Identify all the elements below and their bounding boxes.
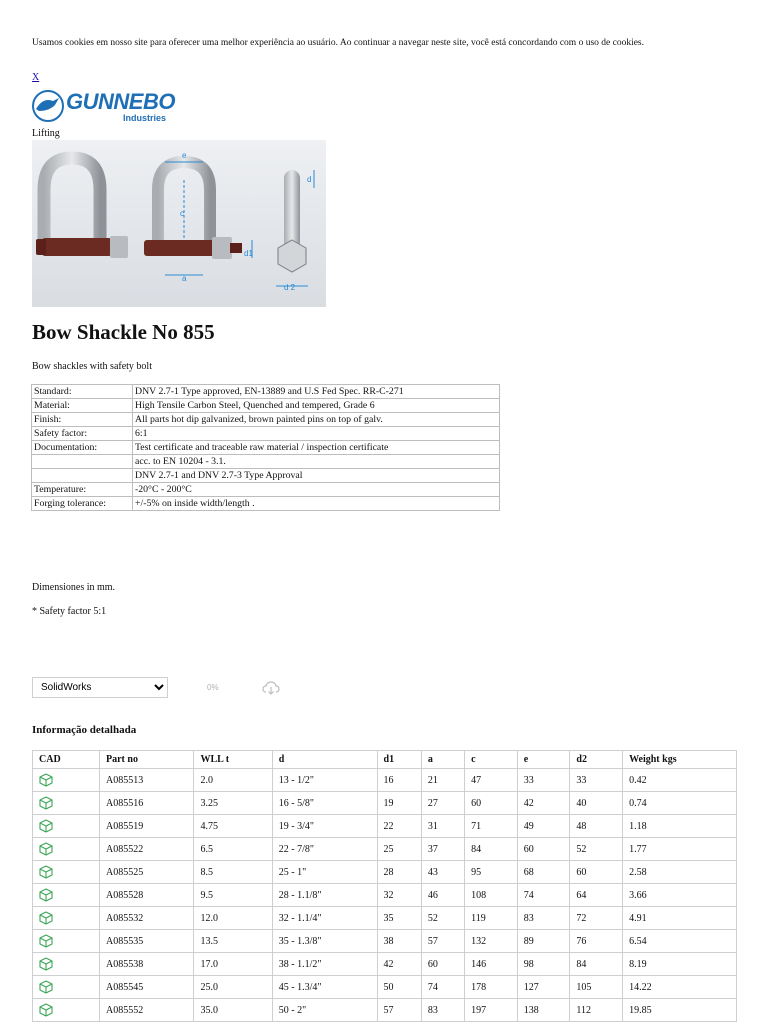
- cell-d2: 64: [570, 884, 623, 907]
- spec-row: [32, 497, 500, 511]
- col-header-part-no: Part no: [100, 751, 194, 769]
- cell-a: 43: [421, 861, 464, 884]
- cell-d2: 72: [570, 907, 623, 930]
- spec-key: Temperature:: [32, 483, 133, 497]
- col-header-cad: CAD: [33, 751, 100, 769]
- cell-e: 49: [517, 815, 570, 838]
- cad-cube-icon: [39, 957, 53, 971]
- cell-weight: 0.42: [623, 769, 737, 792]
- cell-e: 83: [517, 907, 570, 930]
- spec-key: [32, 469, 133, 483]
- cell-weight: 8.19: [623, 953, 737, 976]
- spec-row: [32, 469, 500, 483]
- cell-e: 42: [517, 792, 570, 815]
- cell-d1: 32: [377, 884, 421, 907]
- table-row: [33, 838, 737, 861]
- table-row: [33, 815, 737, 838]
- cell-part-no: A085545: [100, 976, 194, 999]
- col-header-c: c: [465, 751, 518, 769]
- cell-d: 13 - 1/2": [272, 769, 377, 792]
- product-image: [32, 140, 326, 307]
- parts-table-body: [33, 769, 737, 1022]
- cell-c: 132: [465, 930, 518, 953]
- col-header-wll: WLL t: [194, 751, 272, 769]
- cell-cad[interactable]: [33, 792, 100, 815]
- cell-wll: 13.5: [194, 930, 272, 953]
- col-header-weight: Weight kgs: [623, 751, 737, 769]
- cell-a: 21: [421, 769, 464, 792]
- spec-key: Forging tolerance:: [32, 497, 133, 511]
- col-header-e: e: [517, 751, 570, 769]
- spec-value: 6:1: [133, 427, 500, 441]
- cell-d2: 84: [570, 953, 623, 976]
- col-header-d: d: [272, 751, 377, 769]
- cell-part-no: A085519: [100, 815, 194, 838]
- cell-d: 38 - 1.1/2": [272, 953, 377, 976]
- cad-cube-icon: [39, 819, 53, 833]
- cad-cube-icon: [39, 888, 53, 902]
- cell-wll: 6.5: [194, 838, 272, 861]
- cell-d: 25 - 1": [272, 861, 377, 884]
- table-row: [33, 792, 737, 815]
- cad-cube-icon: [39, 911, 53, 925]
- cell-wll: 3.25: [194, 792, 272, 815]
- cell-c: 197: [465, 999, 518, 1022]
- cell-e: 127: [517, 976, 570, 999]
- cell-d: 22 - 7/8": [272, 838, 377, 861]
- gunnebo-logo[interactable]: [31, 89, 181, 125]
- cell-d1: 16: [377, 769, 421, 792]
- cell-wll: 25.0: [194, 976, 272, 999]
- spec-row: [32, 427, 500, 441]
- cell-part-no: A085528: [100, 884, 194, 907]
- cell-a: 46: [421, 884, 464, 907]
- cell-c: 95: [465, 861, 518, 884]
- cell-c: 119: [465, 907, 518, 930]
- logo-subtitle: Industries: [123, 113, 167, 123]
- cad-cube-icon: [39, 980, 53, 994]
- cad-cube-icon: [39, 865, 53, 879]
- cell-d: 16 - 5/8": [272, 792, 377, 815]
- cell-d2: 105: [570, 976, 623, 999]
- category-label: Lifting: [32, 128, 60, 139]
- spec-value: Test certificate and traceable raw material / inspection certificate: [133, 441, 500, 455]
- dimension-label-a: a: [182, 274, 187, 283]
- cell-c: 71: [465, 815, 518, 838]
- cell-d2: 76: [570, 930, 623, 953]
- dimensions-note: Dimensiones in mm.: [32, 582, 116, 593]
- cell-c: 146: [465, 953, 518, 976]
- cell-weight: 1.18: [623, 815, 737, 838]
- cell-part-no: A085513: [100, 769, 194, 792]
- cell-e: 89: [517, 930, 570, 953]
- cell-wll: 9.5: [194, 884, 272, 907]
- cell-cad[interactable]: [33, 815, 100, 838]
- cell-wll: 2.0: [194, 769, 272, 792]
- cell-weight: 4.91: [623, 907, 737, 930]
- dimension-label-c: c: [180, 209, 184, 218]
- cell-cad[interactable]: [33, 953, 100, 976]
- spec-row: [32, 385, 500, 399]
- cell-d2: 40: [570, 792, 623, 815]
- spec-value: All parts hot dip galvanized, brown painted pins on top of galv.: [133, 413, 500, 427]
- cell-weight: 1.77: [623, 838, 737, 861]
- cell-cad[interactable]: [33, 838, 100, 861]
- cell-cad[interactable]: [33, 999, 100, 1022]
- cell-a: 83: [421, 999, 464, 1022]
- spec-value: acc. to EN 10204 - 3.1.: [133, 455, 500, 469]
- cell-d1: 42: [377, 953, 421, 976]
- detail-heading: Informação detalhada: [32, 724, 137, 736]
- cookie-message: Usamos cookies em nosso site para oferecer uma melhor experiência ao usuário. Ao continuar a navegar neste site, você está concordando com o uso de cookies.: [32, 38, 645, 48]
- cell-weight: 14.22: [623, 976, 737, 999]
- cell-a: 60: [421, 953, 464, 976]
- spec-key: Safety factor:: [32, 427, 133, 441]
- table-row: [33, 930, 737, 953]
- cad-cube-icon: [39, 796, 53, 810]
- product-subtitle: Bow shackles with safety bolt: [32, 361, 152, 372]
- cell-a: 37: [421, 838, 464, 861]
- cell-part-no: A085516: [100, 792, 194, 815]
- cell-a: 31: [421, 815, 464, 838]
- table-row: [33, 884, 737, 907]
- cell-d1: 35: [377, 907, 421, 930]
- cell-weight: 3.66: [623, 884, 737, 907]
- spec-table: [31, 384, 500, 511]
- cell-d2: 112: [570, 999, 623, 1022]
- cell-weight: 2.58: [623, 861, 737, 884]
- cell-cad[interactable]: [33, 884, 100, 907]
- cell-d2: 48: [570, 815, 623, 838]
- cell-d1: 57: [377, 999, 421, 1022]
- cad-cube-icon: [39, 773, 53, 787]
- spec-value: DNV 2.7-1 and DNV 2.7-3 Type Approval: [133, 469, 500, 483]
- cell-d: 28 - 1.1/8": [272, 884, 377, 907]
- table-row: [33, 953, 737, 976]
- cell-d1: 25: [377, 838, 421, 861]
- spec-row: [32, 399, 500, 413]
- gunnebo-emblem-icon: [31, 89, 65, 123]
- cell-e: 98: [517, 953, 570, 976]
- download-progress: 0%: [207, 683, 219, 692]
- table-row: [33, 861, 737, 884]
- cell-d2: 52: [570, 838, 623, 861]
- cell-d: 45 - 1.3/4": [272, 976, 377, 999]
- spec-key: Standard:: [32, 385, 133, 399]
- cell-d1: 19: [377, 792, 421, 815]
- logo-wordmark: GUNNEBO: [66, 89, 175, 114]
- cad-cube-icon: [39, 842, 53, 856]
- cell-e: 33: [517, 769, 570, 792]
- spec-key: [32, 455, 133, 469]
- cell-d1: 38: [377, 930, 421, 953]
- dimension-label-d2: d 2: [284, 283, 296, 292]
- cell-wll: 12.0: [194, 907, 272, 930]
- cell-part-no: A085525: [100, 861, 194, 884]
- cookie-close-link[interactable]: X: [32, 72, 40, 83]
- cad-cube-icon: [39, 934, 53, 948]
- cell-part-no: A085532: [100, 907, 194, 930]
- cell-part-no: A085522: [100, 838, 194, 861]
- cell-cad[interactable]: [33, 907, 100, 930]
- col-header-d1: d1: [377, 751, 421, 769]
- cell-c: 84: [465, 838, 518, 861]
- cell-e: 74: [517, 884, 570, 907]
- cell-part-no: A085535: [100, 930, 194, 953]
- cell-d2: 60: [570, 861, 623, 884]
- cell-e: 60: [517, 838, 570, 861]
- cell-a: 52: [421, 907, 464, 930]
- product-title: Bow Shackle No 855: [32, 320, 215, 344]
- cell-cad[interactable]: [33, 769, 100, 792]
- spec-value: +/-5% on inside width/length .: [133, 497, 500, 511]
- cloud-download-icon[interactable]: [262, 680, 280, 696]
- spec-value: High Tensile Carbon Steel, Quenched and tempered, Grade 6: [133, 399, 500, 413]
- table-row: [33, 769, 737, 792]
- cell-wll: 35.0: [194, 999, 272, 1022]
- spec-value: DNV 2.7-1 Type approved, EN-13889 and U.S Fed Spec. RR-C-271: [133, 385, 500, 399]
- cell-c: 108: [465, 884, 518, 907]
- cell-d1: 28: [377, 861, 421, 884]
- cell-d: 19 - 3/4": [272, 815, 377, 838]
- cell-wll: 4.75: [194, 815, 272, 838]
- safety-note: * Safety factor 5:1: [32, 606, 107, 617]
- spec-key: Finish:: [32, 413, 133, 427]
- cad-cube-icon: [39, 1003, 53, 1017]
- cell-part-no: A085552: [100, 999, 194, 1022]
- cell-a: 27: [421, 792, 464, 815]
- cell-d1: 50: [377, 976, 421, 999]
- cell-a: 57: [421, 930, 464, 953]
- cell-e: 68: [517, 861, 570, 884]
- spec-row: [32, 455, 500, 469]
- spec-key: Documentation:: [32, 441, 133, 455]
- cell-c: 47: [465, 769, 518, 792]
- cad-format-select[interactable]: [32, 677, 168, 698]
- cell-a: 74: [421, 976, 464, 999]
- cell-c: 60: [465, 792, 518, 815]
- cell-cad[interactable]: [33, 930, 100, 953]
- cell-d: 35 - 1.3/8": [272, 930, 377, 953]
- parts-header-row: [33, 751, 737, 769]
- col-header-d2: d2: [570, 751, 623, 769]
- cell-cad[interactable]: [33, 861, 100, 884]
- dimension-label-d: d: [307, 175, 312, 184]
- cell-wll: 8.5: [194, 861, 272, 884]
- cell-d: 32 - 1.1/4": [272, 907, 377, 930]
- cell-c: 178: [465, 976, 518, 999]
- cell-cad[interactable]: [33, 976, 100, 999]
- cell-e: 138: [517, 999, 570, 1022]
- col-header-a: a: [421, 751, 464, 769]
- parts-table: [32, 750, 737, 1022]
- spec-row: [32, 413, 500, 427]
- table-row: [33, 976, 737, 999]
- cell-weight: 0.74: [623, 792, 737, 815]
- table-row: [33, 999, 737, 1022]
- cell-d: 50 - 2": [272, 999, 377, 1022]
- cell-weight: 19.85: [623, 999, 737, 1022]
- spec-row: [32, 441, 500, 455]
- spec-key: Material:: [32, 399, 133, 413]
- cell-weight: 6.54: [623, 930, 737, 953]
- cell-d2: 33: [570, 769, 623, 792]
- cell-d1: 22: [377, 815, 421, 838]
- cell-part-no: A085538: [100, 953, 194, 976]
- cell-wll: 17.0: [194, 953, 272, 976]
- dimension-label-d1: d1: [244, 249, 253, 258]
- dimension-label-e: e: [182, 151, 187, 160]
- shackle-illustration: [32, 140, 326, 307]
- table-row: [33, 907, 737, 930]
- spec-value: -20°C - 200°C: [133, 483, 500, 497]
- spec-row: [32, 483, 500, 497]
